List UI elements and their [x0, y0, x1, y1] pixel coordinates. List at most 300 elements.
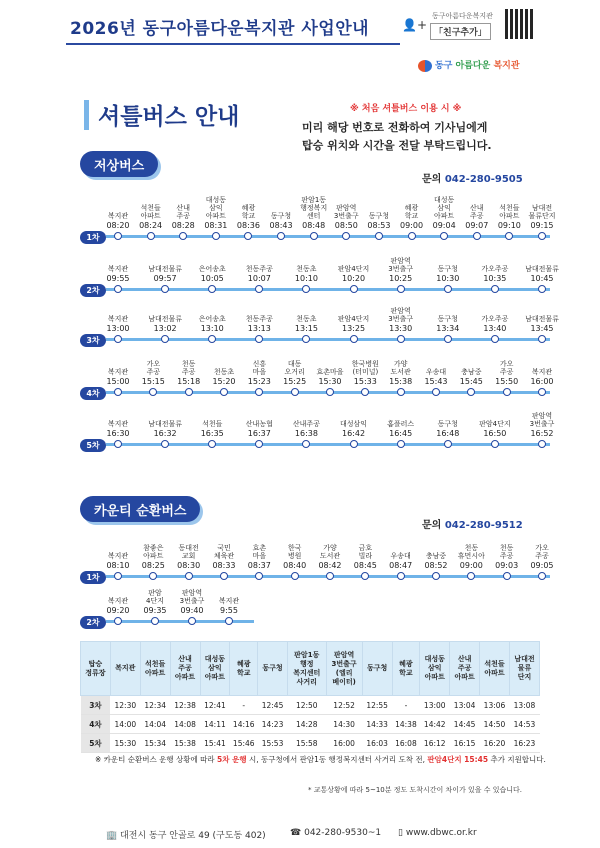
stop-time: 10:20: [342, 274, 366, 283]
stop-name: 산내 주공: [176, 204, 190, 220]
route-badge: 1차: [80, 231, 106, 244]
stop-name: 천동주공: [245, 315, 273, 323]
stop-time: 10:10: [294, 274, 318, 283]
stop-dot: [225, 617, 233, 625]
row-label: 5차: [81, 734, 111, 753]
time-cell: 14:53: [509, 715, 539, 734]
time-cell: 12:52: [326, 696, 362, 715]
stop-label: [286, 239, 326, 283]
time-cell: 15:46: [230, 734, 258, 753]
stop-name: 대성삼익: [340, 420, 368, 428]
stop-name: 국민 체육관: [213, 544, 235, 560]
stop-label: [381, 394, 421, 438]
stop-time: 16:38: [294, 429, 318, 438]
stop-name: 홈플러스: [387, 420, 415, 428]
route-badge: 4차: [80, 387, 106, 400]
stop-time: 08:43: [269, 221, 293, 230]
stop-name: 동대전 교회: [178, 544, 199, 560]
county-bus-contact: 문의 042-280-9512: [422, 520, 523, 531]
stop-dot: [208, 440, 216, 448]
time-cell: 16:08: [392, 734, 420, 753]
time-cell: 16:12: [420, 734, 450, 753]
stop-time: 08:24: [139, 221, 163, 230]
stop-name: 가오주공: [481, 315, 509, 323]
stop-label: [416, 342, 456, 386]
stop-name: 금호 빌라: [358, 544, 373, 560]
timetable-header-cell: 산내 주공 아파트: [450, 642, 480, 696]
stop-time: 16:35: [200, 429, 224, 438]
stop-time: 09:00: [459, 561, 483, 570]
kakao-channel-name: 동구아름다운복지관: [432, 12, 493, 20]
stop-time: 10:05: [200, 274, 224, 283]
stop-dot: [491, 440, 499, 448]
stop-name: 은어송초: [198, 265, 226, 273]
timetable-header-cell: 복지관: [110, 642, 140, 696]
stop-name: 남대전물류: [525, 265, 559, 273]
stop-time: 10:30: [436, 274, 460, 283]
stop-label: [416, 526, 456, 570]
stop-time: 10:35: [483, 274, 507, 283]
stop-time: 09:05: [530, 561, 554, 570]
time-cell: 12:34: [140, 696, 170, 715]
stop-label: [286, 289, 326, 333]
stop-label: [98, 239, 138, 283]
stop-label: [286, 394, 326, 438]
stop-label: [169, 342, 209, 386]
stop-label: [209, 571, 249, 615]
stop-time: 16:30: [106, 429, 130, 438]
stop-time: 08:37: [247, 561, 271, 570]
stop-label: [145, 239, 185, 283]
footer-web[interactable]: ▯ www.dbwc.or.kr: [398, 828, 477, 838]
stop-time: 08:36: [236, 221, 260, 230]
stop-time: 10:25: [389, 274, 413, 283]
stop-name: 가오 주공: [499, 360, 514, 376]
stop-name: 대성동 삼익 아파트: [205, 196, 226, 220]
timetable-header-cell: 동구청: [258, 642, 288, 696]
timetable-header-cell: 동구청: [362, 642, 392, 696]
stop-time: 13:00: [106, 324, 130, 333]
footer-address: 🏢 대전시 동구 안골로 49 (구도동 402): [106, 831, 266, 841]
stop-time: 16:48: [436, 429, 460, 438]
stop-name: 산내농협: [245, 420, 273, 428]
stop-time: 08:31: [204, 221, 228, 230]
stop-name: 천동 주공: [181, 360, 196, 376]
stop-dot: [188, 617, 196, 625]
stop-name: 판암역 3번출구: [388, 257, 414, 273]
stop-label: [522, 186, 562, 230]
stop-time: 09:07: [465, 221, 489, 230]
timetable-header-cell: 석천들 아파트: [140, 642, 170, 696]
route-badge: 3차: [80, 334, 106, 347]
stop-dot: [397, 440, 405, 448]
stop-time: 09:10: [497, 221, 521, 230]
time-cell: 12:41: [200, 696, 230, 715]
stop-name: 산내 주공: [470, 204, 484, 220]
stop-time: 10:07: [247, 274, 271, 283]
time-cell: 14:11: [200, 715, 230, 734]
stop-time: 15:25: [283, 377, 307, 386]
org-logo: 동구 아름다운 복지관: [418, 58, 520, 72]
stop-label: [133, 526, 173, 570]
stop-time: 08:42: [318, 561, 342, 570]
stop-name: 혜광 학교: [241, 204, 256, 220]
stop-time: 13:10: [200, 324, 224, 333]
stop-name: 복지관: [107, 420, 129, 428]
stop-label: [522, 239, 562, 283]
stop-time: 09:57: [153, 274, 177, 283]
stop-name: 천동초: [296, 315, 317, 323]
stop-time: 13:30: [389, 324, 413, 333]
stop-name: 동구청: [270, 212, 292, 220]
time-cell: 15:53: [258, 734, 288, 753]
time-cell: 14:28: [287, 715, 326, 734]
stop-time: 08:20: [106, 221, 130, 230]
stop-label: [345, 526, 385, 570]
time-cell: 12:55: [362, 696, 392, 715]
stop-label: [239, 239, 279, 283]
time-cell: 14:16: [230, 715, 258, 734]
building-icon: 🏢: [106, 831, 118, 841]
time-cell: 15:38: [170, 734, 200, 753]
time-cell: 13:04: [450, 696, 480, 715]
timetable-header-row: [81, 642, 540, 696]
stop-time: 09:00: [400, 221, 424, 230]
stop-name: 판암역 3번출구: [388, 307, 414, 323]
stop-time: 08:25: [141, 561, 165, 570]
low-bus-contact: 문의 042-280-9505: [422, 174, 523, 185]
stop-time: 08:28: [171, 221, 195, 230]
stop-time: 15:23: [247, 377, 271, 386]
timetable: [80, 641, 540, 753]
time-cell: 14:50: [480, 715, 510, 734]
stop-label: [522, 526, 562, 570]
stop-time: 15:33: [353, 377, 377, 386]
stop-time: 08:52: [424, 561, 448, 570]
stop-label: [192, 239, 232, 283]
stop-label: [451, 526, 491, 570]
time-cell: 16:03: [362, 734, 392, 753]
timetable-header-cell: 대성동 삼익 아파트: [420, 642, 450, 696]
stop-time: 16:32: [153, 429, 177, 438]
stop-name: 신흥 마을: [252, 360, 267, 376]
route-low_bus-4: [80, 342, 554, 402]
route-low_bus-5: [80, 394, 555, 454]
route-county_bus-2: [80, 571, 550, 631]
stop-label: [522, 342, 562, 386]
time-cell: 16:15: [450, 734, 480, 753]
stop-time: 16:00: [530, 377, 554, 386]
timetable-header-cell: 판암1동 행정 복지센터 사거리: [287, 642, 326, 696]
time-cell: 16:00: [326, 734, 362, 753]
stop-label: [475, 394, 515, 438]
stop-name: 대성동 삼익 아파트: [433, 196, 455, 220]
stop-label: [345, 342, 385, 386]
stop-label: [310, 526, 350, 570]
stop-label: [172, 571, 212, 615]
table-row: [81, 734, 540, 753]
time-cell: 13:08: [509, 696, 539, 715]
notice-heading: ※ 처음 셔틀버스 이용 시 ※: [350, 104, 462, 114]
stop-dot: [350, 440, 358, 448]
stop-label: [381, 239, 421, 283]
stop-time: 15:20: [212, 377, 236, 386]
stop-label: [133, 342, 173, 386]
add-friend-icon: 👤+: [402, 18, 427, 32]
stop-time: 09:40: [180, 606, 204, 615]
stop-time: 13:34: [436, 324, 460, 333]
route-badge: 5차: [80, 439, 106, 452]
stop-label: [522, 394, 562, 438]
route-line: [106, 235, 550, 238]
stop-name: 동구청: [437, 420, 458, 428]
stop-time: 15:50: [495, 377, 519, 386]
page-header-title: 2026년 동구아름다운복지관 사업안내: [70, 19, 370, 39]
stop-time: 15:45: [459, 377, 483, 386]
stop-label: [192, 289, 232, 333]
stop-label: [239, 342, 279, 386]
route-low_bus-3: [80, 289, 559, 349]
stop-label: [98, 526, 138, 570]
stop-label: [310, 342, 350, 386]
stop-time: 09:35: [143, 606, 167, 615]
stop-time: 15:30: [318, 377, 342, 386]
stop-name: 우송대: [425, 368, 447, 376]
stop-dot: [538, 440, 546, 448]
stop-label: [334, 239, 374, 283]
stop-name: 석천들 아파트: [140, 204, 161, 220]
title-accent-bar: [84, 100, 89, 130]
time-cell: 14:08: [170, 715, 200, 734]
stop-name: 천동 주공: [499, 544, 514, 560]
stop-label: [98, 394, 138, 438]
stop-time: 16:45: [389, 429, 413, 438]
stop-name: 판암역 3번출구: [529, 412, 555, 428]
time-cell: 12:38: [170, 696, 200, 715]
stop-label: [475, 239, 515, 283]
stop-time: 08:30: [177, 561, 201, 570]
stop-name: 복지관: [107, 552, 129, 560]
page-title: 셔틀버스 안내: [98, 104, 240, 130]
stop-name: 우송대: [390, 552, 411, 560]
stop-name: 복지관: [107, 265, 129, 273]
mobile-icon: ▯: [398, 828, 403, 838]
route-line: [106, 443, 550, 446]
stop-label: [169, 526, 209, 570]
section-county-bus: 카운티 순환버스: [80, 496, 200, 522]
stop-label: [487, 342, 527, 386]
stop-label: [145, 394, 185, 438]
stop-label: [98, 289, 138, 333]
timetable-header-cell: 석천들 아파트: [480, 642, 510, 696]
stop-label: [239, 289, 279, 333]
time-cell: 14:42: [420, 715, 450, 734]
stop-name: 대동 오거리: [284, 360, 305, 376]
stop-dot: [161, 440, 169, 448]
stop-name: 가오 주공: [535, 544, 549, 560]
stop-time: 16:42: [342, 429, 366, 438]
qr-code-icon[interactable]: [505, 9, 535, 39]
time-cell: 14:45: [450, 715, 480, 734]
stop-label: [98, 342, 138, 386]
row-label: 4차: [81, 715, 111, 734]
stop-time: 15:18: [177, 377, 201, 386]
stop-time: 08:45: [353, 561, 377, 570]
time-cell: -: [392, 696, 420, 715]
stop-dot: [151, 617, 159, 625]
stop-label: [381, 526, 421, 570]
stop-time: 10:45: [530, 274, 554, 283]
stop-time: 15:43: [424, 377, 448, 386]
time-cell: 15:34: [140, 734, 170, 753]
stop-name: 충남중: [461, 368, 482, 376]
time-cell: 14:38: [392, 715, 420, 734]
stop-name: 복지관: [218, 597, 240, 605]
section-low-bus: 저상버스: [80, 151, 158, 177]
stop-name: 동구청: [437, 265, 458, 273]
header-underline: [66, 43, 400, 45]
route-low_bus-1: [80, 186, 556, 246]
stop-name: 석천들: [202, 420, 223, 428]
timetable-header-cell: 혜광 학교: [392, 642, 420, 696]
timetable-header-cell: 남대전 물류 단지: [509, 642, 539, 696]
stop-dot: [114, 440, 122, 448]
stop-time: 08:10: [106, 561, 130, 570]
stop-time: 08:33: [212, 561, 236, 570]
stop-label: [275, 342, 315, 386]
stop-dot: [255, 440, 263, 448]
time-cell: 15:30: [110, 734, 140, 753]
stop-name: 은어송초: [198, 315, 226, 323]
stop-time: 13:40: [483, 324, 507, 333]
stop-label: [275, 526, 315, 570]
note-traffic: * 교통상황에 따라 5~10분 정도 도착시간이 차이가 있을 수 있습니다.: [308, 786, 523, 794]
stop-name: 천동초: [296, 265, 317, 273]
stop-label: [204, 526, 244, 570]
time-cell: 16:23: [509, 734, 539, 753]
stop-name: 복지관: [531, 368, 553, 376]
time-cell: 12:50: [287, 696, 326, 715]
stop-label: [487, 526, 527, 570]
time-cell: 15:58: [287, 734, 326, 753]
stop-time: 09:04: [432, 221, 456, 230]
kakao-add-friend[interactable]: 「친구추가」: [430, 23, 491, 40]
stop-label: [334, 289, 374, 333]
note-extra-support: ※ 카운티 순환버스 운행 상황에 따라 5차 운행 시, 동구청에서 판암1동 행정복지센터 사거리 도착 전, 판암4단지 15:45 추가 지원합니다.: [95, 755, 546, 764]
stop-time: 9:55: [220, 606, 238, 615]
stop-name: 판암1동 행정복지 센터: [300, 196, 328, 220]
stop-name: 한국 병원: [287, 544, 302, 560]
time-cell: 14:33: [362, 715, 392, 734]
time-cell: 14:00: [110, 715, 140, 734]
stop-time: 13:02: [153, 324, 177, 333]
stop-name: 판암 4단지: [146, 589, 164, 605]
time-cell: -: [230, 696, 258, 715]
stop-name: 판암4단지: [337, 315, 370, 323]
stop-name: 천동주공: [245, 265, 273, 273]
stop-name: 동구청: [368, 212, 390, 220]
stop-label: [475, 289, 515, 333]
stop-name: 한국병원 (터미널): [351, 360, 379, 376]
route-badge: 2차: [80, 284, 106, 297]
stop-time: 16:50: [483, 429, 507, 438]
stop-name: 복지관: [107, 315, 129, 323]
stop-name: 복지관: [107, 212, 129, 220]
stop-label: [145, 289, 185, 333]
stop-time: 09:03: [495, 561, 519, 570]
stop-time: 15:15: [141, 377, 165, 386]
stop-time: 09:20: [106, 606, 130, 615]
stop-name: 판암역 3번출구: [179, 589, 205, 605]
stop-name: 판암역 3번출구: [333, 204, 359, 220]
notice-line-2: 탑승 위치와 시간을 전달 부탁드립니다.: [302, 139, 492, 152]
stop-name: 효촌마을: [316, 368, 344, 376]
stop-label: [204, 342, 244, 386]
stop-name: 복지관: [107, 597, 129, 605]
stop-label: [428, 394, 468, 438]
time-cell: 13:00: [420, 696, 450, 715]
stop-time: 13:25: [342, 324, 366, 333]
stop-name: 참좋은 아파트: [143, 544, 164, 560]
stop-time: 08:47: [389, 561, 413, 570]
time-cell: 12:45: [258, 696, 288, 715]
stop-label: [381, 342, 421, 386]
stop-name: 가오주공: [481, 265, 509, 273]
stop-time: 09:55: [106, 274, 130, 283]
timetable-header-cell: 혜광 학교: [230, 642, 258, 696]
stop-name: 가양 도서관: [390, 360, 411, 376]
route-badge: 1차: [80, 571, 106, 584]
stop-label: [135, 571, 175, 615]
stop-time: 09:15: [530, 221, 554, 230]
time-cell: 14:04: [140, 715, 170, 734]
time-cell: 15:41: [200, 734, 230, 753]
stop-name: 혜광 학교: [404, 204, 419, 220]
stop-dot: [302, 440, 310, 448]
time-cell: 16:20: [480, 734, 510, 753]
table-row: [81, 696, 540, 715]
stop-label: [334, 394, 374, 438]
stop-label: [98, 571, 138, 615]
stop-time: 08:50: [334, 221, 358, 230]
table-row: [81, 715, 540, 734]
stop-time: 13:45: [530, 324, 554, 333]
timetable-header-cell: 대성동 삼익 아파트: [200, 642, 230, 696]
footer-phone: ☎ 042-280-9530~1: [290, 828, 382, 838]
stop-time: 16:37: [247, 429, 271, 438]
stop-time: 16:52: [530, 429, 554, 438]
timetable-header-cell: 탑승 정류장: [81, 642, 111, 696]
stop-label: [522, 289, 562, 333]
stop-time: 13:13: [247, 324, 271, 333]
time-cell: 12:30: [110, 696, 140, 715]
stop-name: 남대전물류: [525, 315, 559, 323]
timetable-body: [81, 696, 540, 753]
stop-time: 15:38: [389, 377, 413, 386]
stop-name: 효촌 마을: [252, 544, 267, 560]
stop-name: 천동초: [213, 368, 235, 376]
stop-name: 가오 주공: [146, 360, 161, 376]
route-badge: 2차: [80, 616, 106, 629]
stop-name: 석천들 아파트: [499, 204, 520, 220]
stop-time: 15:00: [106, 377, 130, 386]
time-cell: 14:30: [326, 715, 362, 734]
timetable-header-cell: 산내 주공 아파트: [170, 642, 200, 696]
stop-label: [239, 394, 279, 438]
stop-label: [451, 342, 491, 386]
stop-time: 08:53: [367, 221, 391, 230]
row-label: 3차: [81, 696, 111, 715]
